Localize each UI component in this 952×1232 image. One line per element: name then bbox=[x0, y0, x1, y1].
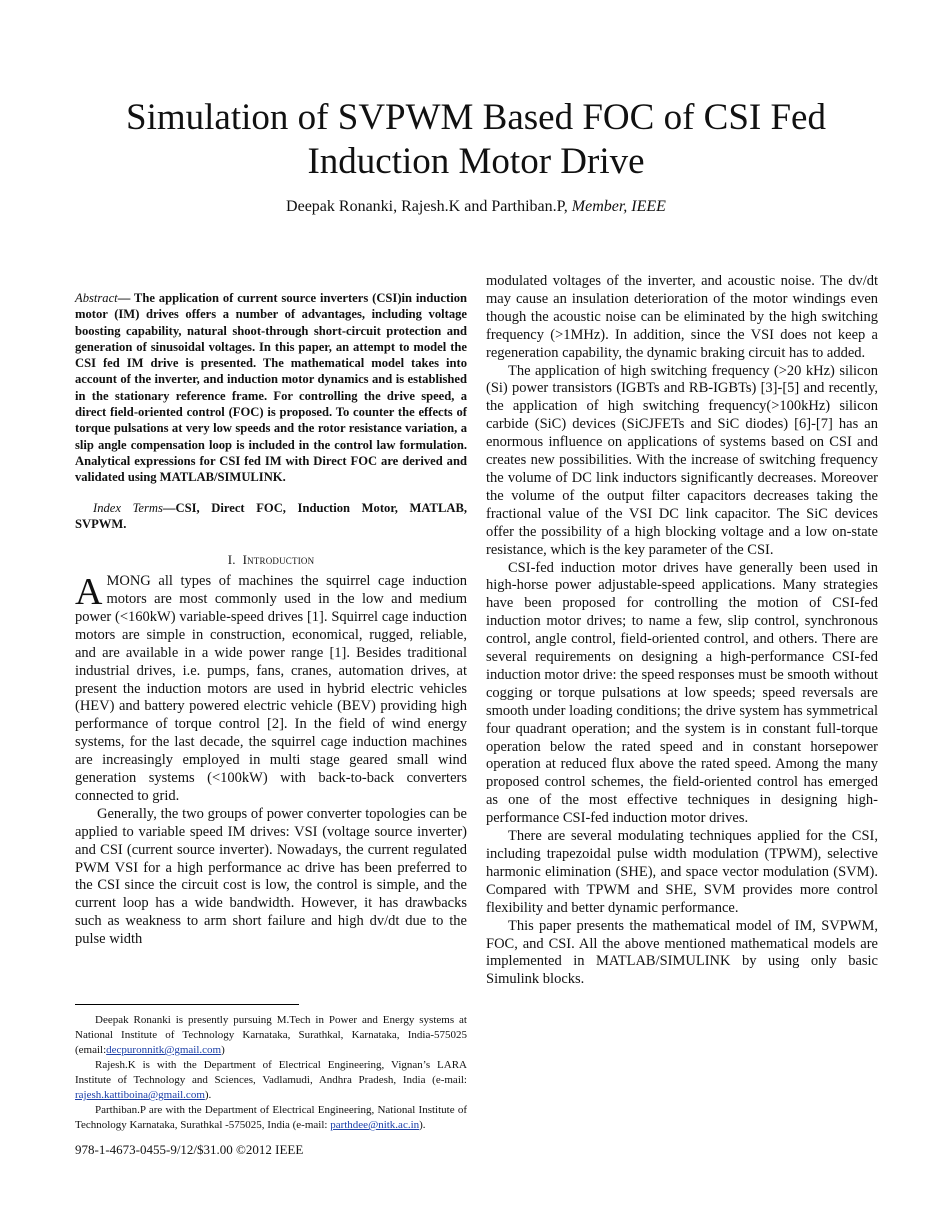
footnote-author-2 bbox=[75, 1058, 467, 1103]
copyright-line: 978-1-4673-0455-9/12/$31.00 ©2012 IEEE bbox=[75, 1142, 304, 1157]
footnote-author-3 bbox=[75, 1103, 467, 1133]
intro-paragraph-1-text: MONG all types of machines the squirrel cage induction motors are most commonly used in the low and medium power (<160kW) variable-speed drives [1]. Squirrel cage induction motors are simple in construction, economical, rugged, reliable, and are available in a wide power range [1]. Besides traditional industrial drives, i.e. pumps, fans, cranes, automation drives, at present the induction motors are used in hybrid electric vehicles (HEV) and battery powered electric vehicle (BEV) providing high performance of torque control [2]. In the field of wind energy systems, for the last decade, the squirrel cage induction machines are increasingly employed in multi stage geared small wind generation systems (<100kW) with back-to-back converters connected to grid. bbox=[75, 573, 467, 804]
paper-title bbox=[0, 96, 952, 184]
footnote-divider bbox=[75, 1004, 299, 1005]
title-line-1: Simulation of SVPWM Based FOC of CSI Fed bbox=[126, 97, 826, 138]
footnote-3-end: ). bbox=[419, 1119, 426, 1131]
footnotes bbox=[75, 1004, 467, 1133]
section-title: Introduction bbox=[242, 552, 315, 568]
email-link-parthiban[interactable]: parthdee@nitk.ac.in bbox=[330, 1119, 420, 1131]
abstract bbox=[75, 290, 467, 486]
index-terms-label: Index Terms bbox=[93, 500, 163, 515]
right-column bbox=[486, 273, 878, 989]
intro-paragraph-1 bbox=[75, 573, 467, 806]
authors-membership: Member, IEEE bbox=[571, 198, 666, 215]
left-column bbox=[75, 290, 467, 949]
footnote-1-end: ) bbox=[221, 1044, 225, 1056]
right-paragraph-5: This paper presents the mathematical model of IM, SVPWM, FOC, and CSI. All the above mentioned mathematical models are implemented in MATLAB/SIMULINK by using only basic Simulink blocks. bbox=[486, 917, 878, 988]
abstract-text: — The application of current source inverters (CSI)in induction motor (IM) drives offers a number of advantages, including voltage boosting capability, natural shoot-through short-circuit protection and generation of sinusoidal voltages. In this paper, an attempt to model the CSI fed IM drive is presented. The mathematical model takes into account of the inverter, and induction motor dynamics and is established in the stationary reference frame. For controlling the drive speed, a direct field-oriented control (FOC) is proposed. To counter the effects of torque pulsations at very low speeds and the rotor resistance variation, a slip angle compensation loop is included in the control law formulation. Analytical expressions for CSI fed IM with Direct FOC are derived and validated using MATLAB/SIMULINK. bbox=[75, 291, 467, 485]
right-paragraph-4: There are several modulating techniques applied for the CSI, including trapezoidal pulse width modulation (TPWM), selective harmonic elimination (SHE), and space vector modulation (SVM). Compared with TPWM and SHE, SVM provides more control flexibility and better dynamic performance. bbox=[486, 828, 878, 916]
footnote-2-text: Rajesh.K is with the Department of Electrical Engineering, Vignan’s LARA Institute of Technology and Sciences, Vadlamudi, Andhra Pradesh, India (e-mail: bbox=[75, 1059, 467, 1086]
section-heading-introduction bbox=[75, 551, 467, 569]
footnote-1-text: Deepak Ronanki is presently pursuing M.Tech in Power and Energy systems at National Institute of Technology Karnataka, Surathkal, Karnataka, India-575025 (email: bbox=[75, 1014, 467, 1056]
footnote-2-end: ). bbox=[204, 1089, 212, 1101]
section-number: I. bbox=[227, 552, 236, 568]
index-terms-text: —CSI, Direct FOC, Induction Motor, MATLAB, SVPWM. bbox=[75, 500, 468, 531]
right-paragraph-3: CSI-fed induction motor drives have generally been used in high-horse power adjustable-speed applications. Many strategies have been proposed for controlling the motion of CSI-fed induction motor drives; to name a few, slip control, synchronous control, angle control, field-oriented control, and others. There are several requirements on designing a high-performance CSI-fed induction motor drive: the speed responses must be smooth without cogging or torque pulsations at low speeds; speed reversals are smooth under loading conditions; the drive system has symmetrical four quadrant operation; and the system is in constant full-torque operation below the rated speed and in constant horsepower operation at reduced flux above the rated speed. Among the many proposed control schemes, the field-oriented control has emerged as one of the most effective techniques in designing high-performance CSI-fed induction motor drives. bbox=[486, 559, 878, 827]
email-link-ronanki[interactable]: decpuronnitk@gmail.com bbox=[106, 1044, 222, 1056]
intro-paragraph-2: Generally, the two groups of power converter topologies can be applied to variable speed IM drives: VSI (voltage source inverter) and CSI (current source inverter). Nowadays, the current regulated PWM VSI for a high performance ac drive has been preferred to the CSI since the circuit cost is low, the control is simple, and the current loop has a wide bandwidth. However, it has drawbacks such as weakness to arm short failure and high dv/dt due to the pulse width bbox=[75, 805, 467, 948]
footnote-3-text: Parthiban.P are with the Department of Electrical Engineering, National Institute of Technology Karnataka, Surathkal -575025, India (e-mail: bbox=[75, 1104, 467, 1131]
author-line bbox=[0, 198, 952, 216]
email-link-rajesh[interactable]: rajesh.kattiboina@gmail.com bbox=[75, 1089, 205, 1101]
right-paragraph-2: The application of high switching frequency (>20 kHz) silicon (Si) power transistors (IGBTs and RB-IGBTs) [3]-[5] and recently, the application of high switching frequency(>100kHz) silicon carbide (SiC) devices (SiCJFETs and SiC diodes) [6]-[7] has an enormous influence on applications of systems based on CSI and creates new possibilities. With the increase of switching frequency the volume of DC link inductors significantly decreases. Moreover the volume of the output filter capacitors decreases taking the fractional value of the VSI DC link capacitor. The SiC devices offer the possibility of a high blocking voltage and a low on-state resistance, which is the key parameter of the CSI. bbox=[486, 362, 878, 558]
abstract-label: Abstract bbox=[75, 291, 118, 305]
right-paragraph-1: modulated voltages of the inverter, and acoustic noise. The dv/dt may cause an insulation deterioration of the motor windings even though the acoustic noise can be eliminated by the high switching frequency (>1MHz). In addition, since the VSI does not keep a regeneration capability, the dynamic braking circuit has to added. bbox=[486, 273, 878, 361]
title-line-2: Induction Motor Drive bbox=[307, 141, 645, 182]
drop-cap: A bbox=[75, 571, 103, 614]
index-terms bbox=[75, 500, 467, 533]
authors-names: Deepak Ronanki, Rajesh.K and Parthiban.P, bbox=[286, 198, 568, 215]
footnote-author-1 bbox=[75, 1013, 467, 1058]
